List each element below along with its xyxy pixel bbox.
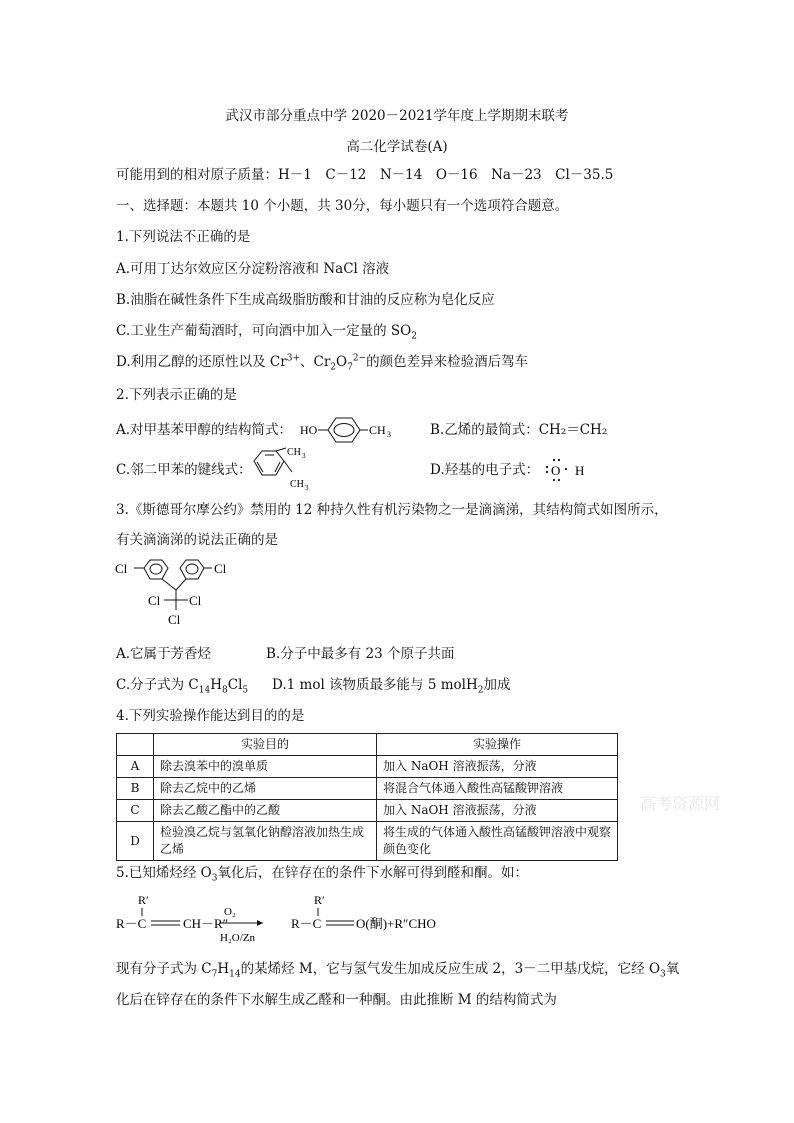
- svg-text:R－C: R－C: [116, 916, 147, 931]
- svg-text:H₂O/Zn: H₂O/Zn: [220, 932, 255, 944]
- table-row: A 除去溴苯中的溴单质 加入 NaOH 溶液振荡，分液: [117, 756, 618, 778]
- q1-option-c: C.工业生产葡萄酒时，可向酒中加入一定量的 $SO_2$: [116, 323, 417, 342]
- q3-option-c: C.分子式为 $C_{14}H_8Cl_5$: [116, 677, 249, 696]
- atomic-mass-line: 可能用到的相对原子质量：H－1 C－12 N－14 O－16 Na－23 Cl－35.5: [116, 167, 614, 183]
- q3-option-d: D.1 mol 该物质最多能与 5 molH$_2$加成: [272, 677, 511, 696]
- q2-option-d-label: D.羟基的电子式：: [430, 462, 540, 478]
- q3-option-a: A.它属于芳香烃: [116, 646, 212, 662]
- q4-stem: 4.下列实验操作能达到目的的是: [116, 708, 305, 724]
- svg-text:O: O: [551, 463, 561, 478]
- q3-stem-line1: 3.《斯德哥尔摩公约》禁用的 12 种持久性有机污染物之一是滴滴涕，其结构简式如图所示，: [116, 502, 668, 518]
- ozonolysis-reaction: [116, 888, 536, 950]
- table-row: C 除去乙酸乙酯中的乙酸 加入 NaOH 溶液振荡，分液: [117, 800, 618, 822]
- table-header-row: 实验目的 实验操作: [117, 734, 618, 756]
- q3-option-b: B.分子中最多有 23 个原子共面: [266, 646, 455, 662]
- o-xylene-skeletal: [246, 446, 316, 498]
- q3-stem-line2: 有关滴滴涕的说法正确的是: [116, 532, 278, 548]
- watermark-logo: 高考资源网: [640, 794, 721, 813]
- svg-text:3: 3: [302, 452, 306, 460]
- svg-text:Cl: Cl: [115, 561, 128, 576]
- q5-line2: 现有分子式为 $C_7H_{14}$的某烯烃 M，它与氢气发生加成反应生成 2，3－二甲基戊烷，它经 $O_3$氧: [116, 961, 680, 980]
- svg-text:CH－R″: CH－R″: [183, 916, 229, 931]
- table-row: B 除去乙烷中的乙烯 将混合气体通入酸性高锰酸钾溶液: [117, 778, 618, 800]
- q5-stem: 5.已知烯烃经 $O_3$氧化后，在锌存在的条件下水解可得到醛和酮。如：: [116, 865, 528, 884]
- ho-label: HO: [300, 423, 318, 437]
- section-heading: 一、选择题：本题共 10 个小题，共 30分，每小题只有一个选项符合题意。: [116, 198, 569, 214]
- svg-text:Cl: Cl: [148, 593, 161, 608]
- table-row: D 检验溴乙烷与氢氧化钠醇溶液加热生成乙烯 将生成的气体通入酸性高锰酸钾溶液中观察颜色变化: [117, 822, 618, 861]
- q5-line3: 化后在锌存在的条件下水解生成乙醛和一种酮。由此推断 M 的结构简式为: [116, 992, 557, 1008]
- q1-option-d: D.利用乙醇的还原性以及 $Cr^{3+}$、$Cr_2O_7^{2-}$的颜色差异来检验酒后驾车: [116, 353, 529, 373]
- svg-text:Cl: Cl: [168, 612, 181, 627]
- svg-text:CH: CH: [287, 447, 301, 458]
- experiment-table: [116, 733, 618, 861]
- q1-option-a: A.可用丁达尔效应区分淀粉溶液和 NaCl 溶液: [116, 261, 390, 277]
- svg-text:R′: R′: [138, 893, 149, 907]
- q1-option-b: B.油脂在碱性条件下生成高级脂肪酸和甘油的反应称为皂化反应: [116, 292, 495, 308]
- svg-text:O(酮)+R″CHO: O(酮)+R″CHO: [356, 916, 436, 931]
- ch3-label: CH: [369, 423, 386, 437]
- svg-text:Cl: Cl: [189, 593, 202, 608]
- svg-text:3: 3: [305, 484, 309, 492]
- exam-title: 武汉市部分重点中学 2020－2021学年度上学期期末联考: [225, 108, 569, 124]
- q2-option-c-label: C.邻二甲苯的键线式：: [116, 462, 252, 478]
- q2-option-b: B.乙烯的最简式：CH₂＝CH₂: [430, 422, 608, 438]
- q1-stem: 1.下列说法不正确的是: [116, 229, 251, 245]
- svg-text:Cl: Cl: [214, 561, 227, 576]
- exam-subtitle: 高二化学试卷(A): [346, 139, 448, 155]
- hydroxyl-electron-formula: [543, 456, 593, 488]
- svg-text:R－C: R－C: [291, 916, 322, 931]
- svg-text:3: 3: [387, 430, 391, 439]
- svg-text:O₂: O₂: [224, 906, 236, 918]
- svg-text:R′: R′: [314, 893, 325, 907]
- q2-option-a-label: A.对甲基苯甲醇的结构简式：: [116, 422, 293, 438]
- svg-text:CH: CH: [290, 479, 304, 490]
- ddt-structure: [112, 558, 252, 636]
- svg-text:H: H: [575, 463, 585, 478]
- q2-stem: 2.下列表示正确的是: [116, 387, 237, 403]
